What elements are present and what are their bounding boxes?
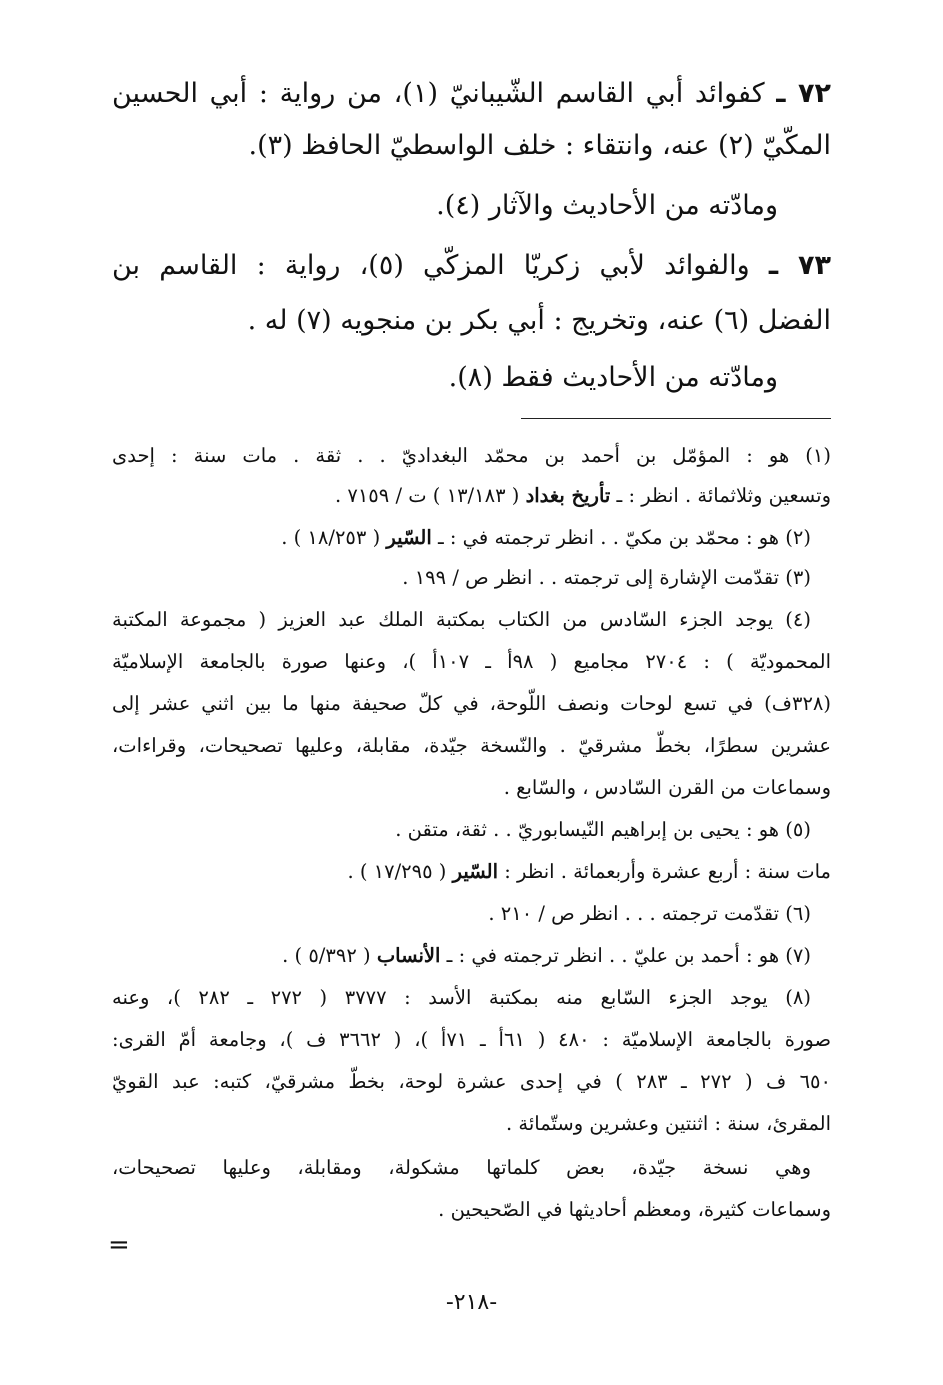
- footnote-6: [0, 902, 811, 925]
- entry-73-line-3: [0, 362, 778, 393]
- footnote-2-text: (٢) هو : محمّد بن مكيّ . . انظر ترجمته في : ـ: [431, 526, 811, 549]
- footnote-4-text-3: (٣٢٨ف) في تسع لوحات ونصف اللّوحة، في كلّ صحيفة منها ما بين اثني عشر إلى: [112, 692, 831, 715]
- footnote-8-line-5: [112, 1156, 811, 1179]
- footnote-7-source-title: الأنساب: [376, 944, 441, 967]
- entry-72-text-2: المكّيّ (٢) عنه، وانتقاء : خلف الواسطيّ الحافظ (٣).: [248, 130, 831, 161]
- footnote-8-text-1: (٨) يوجد الجزء السّابع منه بمكتبة الأسد : ٣٧٧٧ ( ٢٧٢ ـ ٢٨٢ )، وعنه: [112, 986, 811, 1009]
- footnote-1-source-title: تأريخ بغداد: [525, 484, 611, 507]
- entry-73-text-2: الفضل (٦) عنه، وتخريج : أبي بكر بن منجويه (٧) له .: [247, 305, 831, 336]
- footnote-5-text-2: مات سنة : أربع عشرة وأربعمائة . انظر :: [498, 860, 831, 883]
- footnote-5-ref: ( ١٧/٢٩٥ ) .: [347, 860, 453, 883]
- footnote-4-line-4: [112, 734, 831, 757]
- footnote-2: [0, 526, 811, 549]
- entry-72-text-3: ومادّته من الأحاديث والآثار (٤).: [436, 190, 778, 221]
- entry-72-line-2: [0, 130, 831, 161]
- entry-72-number: ٧٢ ـ: [776, 78, 831, 109]
- entry-73-text-1: والفوائد لأبي زكريّا المزكّي (٥)، رواية : القاسم بن: [112, 250, 750, 281]
- footnote-1-text-1: (١) هو : المؤمّل بن أحمد بن محمّد البغداديّ . . ثقة . مات سنة : إحدى: [112, 444, 831, 467]
- footnote-8-line-1: [112, 986, 811, 1009]
- footnote-4-line-1: [112, 608, 811, 631]
- footnote-1-text-3: ( ١٣/١٨٣ ) ت / ٧١٥٩ .: [334, 484, 526, 507]
- entry-72-line-3: [0, 190, 778, 221]
- footnote-1-line-1: [112, 444, 831, 467]
- footnote-5-line-1: [0, 818, 811, 841]
- footnote-8-line-4: [0, 1112, 831, 1135]
- footnote-2-source-title: السّير: [386, 526, 432, 549]
- footnote-4-text-1: (٤) يوجد الجزء السّادس من الكتاب بمكتبة الملك عبد العزيز ( مجموعة المكتبة: [112, 608, 811, 631]
- footnote-8-text-3: ٦٥٠ ف ( ٢٧٢ ـ ٢٨٣ ) في إحدى عشرة لوحة، بخطّ مشرقيّ، كتبه: عبد القويّ: [112, 1070, 831, 1093]
- footnote-4-text-4: عشرين سطرًا، بخطّ مشرقيّ . والنّسخة جيّدة، مقابلة، وعليها تصحيحات، وقراءات،: [112, 734, 831, 757]
- footnote-8-text-4: المقرئ، سنة : اثنتين وعشرين وستّمائة .: [505, 1112, 831, 1135]
- footnote-5-text-1: (٥) هو : يحيى بن إبراهيم النّيسابوريّ . . ثقة، متقن .: [395, 818, 811, 841]
- entry-73-line-1: [112, 250, 831, 281]
- footnote-4-text-5: وسماعات من القرن السّادس ، والسّابع .: [503, 776, 831, 799]
- entry-73-text-3: ومادّته من الأحاديث فقط (٨).: [448, 362, 778, 393]
- footnote-7-text: (٧) هو : أحمد بن عليّ . . انظر ترجمته في : ـ: [440, 944, 811, 967]
- entry-73-number: ٧٣ ـ: [768, 250, 831, 281]
- footnote-3: [0, 566, 811, 589]
- footnote-7: [0, 944, 811, 967]
- entry-72-text-1: كفوائد أبي القاسم الشّيبانيّ (١)، من رواية : أبي الحسين: [112, 78, 765, 109]
- page-number: -٢١٨-: [445, 1290, 498, 1315]
- footnote-8-line-3: [112, 1070, 831, 1093]
- footnote-8-text-6: وسماعات كثيرة، ومعظم أحاديثها في الصّحيحين .: [438, 1198, 831, 1221]
- footnote-8-text-5: وهي نسخة جيّدة، بعض كلماتها مشكولة، ومقابلة، وعليها تصحيحات،: [112, 1156, 811, 1179]
- footnote-5-source-title: السّير: [452, 860, 499, 883]
- footnote-5-line-2: [0, 860, 831, 883]
- footnote-6-text: (٦) تقدّمت ترجمته . . . انظر ص / ٢١٠ .: [488, 902, 811, 925]
- footnote-8-line-2: [112, 1028, 831, 1051]
- continuation-mark: =: [108, 1230, 130, 1260]
- footnote-3-text: (٣) تقدّمت الإشارة إلى ترجمته . . انظر ص / ١٩٩ .: [402, 566, 811, 589]
- footnote-2-ref: ( ١٨/٢٥٣ ) .: [281, 526, 387, 549]
- footnote-1-line-2: [0, 484, 831, 507]
- entry-72-line-1: [112, 78, 831, 109]
- entry-73-line-2: [0, 305, 831, 336]
- footnote-4-line-2: [112, 650, 831, 673]
- footnote-4-text-2: المحموديّة ) : ٢٧٠٤ مجاميع ( ٩٨أ ـ ١٠٧أ )، وعنها صورة بالجامعة الإسلاميّة: [112, 650, 832, 673]
- footnote-separator: [521, 418, 831, 419]
- footnote-4-line-5: [0, 776, 831, 799]
- footnote-8-line-6: [0, 1198, 831, 1221]
- footnote-8-text-2: صورة بالجامعة الإسلاميّة : ٤٨٠ ( ٦١أ ـ ٧١أ )، ( ٣٦٦٢ ف )، وجامعة أمّ القرى:: [112, 1028, 832, 1051]
- footnote-1-text-2: وتسعين وثلاثمائة . انظر : ـ: [610, 484, 831, 507]
- footnote-4-line-3: [112, 692, 831, 715]
- footnote-7-ref: ( ٥/٣٩٢ ) .: [282, 944, 377, 967]
